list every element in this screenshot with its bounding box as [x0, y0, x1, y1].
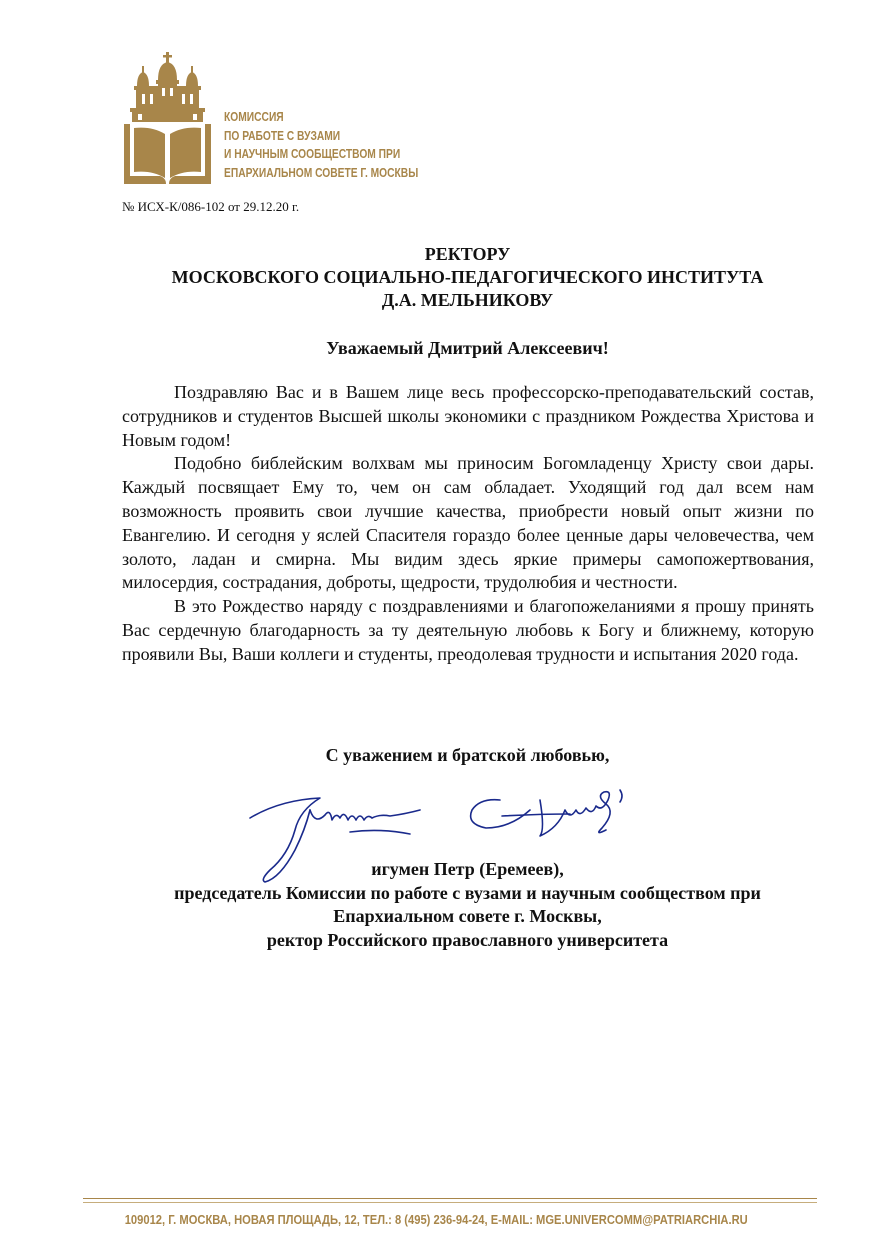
salutation: Уважаемый Дмитрий Алексеевич! [326, 338, 609, 358]
recipient-name: Д.А. МЕЛЬНИКОВУ [381, 290, 554, 310]
signer-position: председатель Комиссии по работе с вузами и научным сообществом при [174, 882, 761, 903]
footer-divider [83, 1202, 817, 1203]
footer-address: 109012, Г. МОСКВА, НОВАЯ ПЛОЩАДЬ, 12, ТЕЛ.: 8 (495) 236-94-24, E-MAIL: MGE.UNIVERCOMM@PATRIARCHIA.RU [124, 1212, 748, 1227]
footer-divider [83, 1198, 817, 1199]
org-line: ЕПАРХИАЛЬНОМ СОВЕТЕ Г. МОСКВЫ [224, 165, 419, 180]
recipient-institution: МОСКОВСКОГО СОЦИАЛЬНО-ПЕДАГОГИЧЕСКОГО ИНСТИТУТА [171, 267, 764, 287]
org-line: ПО РАБОТЕ С ВУЗАМИ [224, 128, 341, 143]
org-line: КОМИССИЯ [224, 110, 284, 124]
cathedral-book-emblem-icon [120, 50, 220, 190]
recipient-title: РЕКТОРУ [424, 244, 511, 264]
outgoing-reference-number: № ИСХ-К/086-102 от 29.12.20 г. [122, 199, 300, 214]
signer-name: игумен Петр (Еремеев), [371, 859, 564, 879]
recipient-block [60, 243, 872, 312]
paragraph: Подобно библейским волхвам мы приносим Богомладенцу Христу свои дары. Каждый посвящает Ему то, чем он сам обладает. Уходящий год дал всем нам возможность проявить свои лучшие качества, приобрести новый опыт жизни по Евангелию. И сегодня у яслей Спасителя гораздо более ценные дары человечества, чем золото, ладан и смирна. Мы видим здесь яркие примеры самопожертвования, милосердия, сострадания, доброты, щедрости, трудолюбия и честности. [122, 453, 814, 593]
letterhead-logo [120, 50, 420, 190]
signer-position: Епархиальном совете г. Москвы, [333, 906, 602, 926]
paragraph: Поздравляю Вас и в Вашем лице весь профессорско-преподавательский состав, сотрудников и студентов Высшей школы экономики с праздником Рождества Христова и Новым годом! [122, 382, 814, 450]
closing-phrase: С уважением и братской любовью, [325, 745, 610, 765]
footer-contacts [0, 1212, 872, 1227]
signer-position: ректор Российского православного университета [266, 929, 669, 950]
organization-name [224, 108, 418, 182]
paragraph: В это Рождество наряду с поздравлениями и благопожеланиями я прошу принять Вас сердечную благодарность за ту деятельную любовь к Богу и ближнему, которую проявили Вы, Ваши коллеги и студенты, преодолевая трудности и испытания 2020 года. [122, 596, 814, 664]
org-line: И НАУЧНЫМ СООБЩЕСТВОМ ПРИ [224, 147, 401, 162]
letter-body [122, 381, 814, 667]
signer-block [60, 858, 872, 952]
